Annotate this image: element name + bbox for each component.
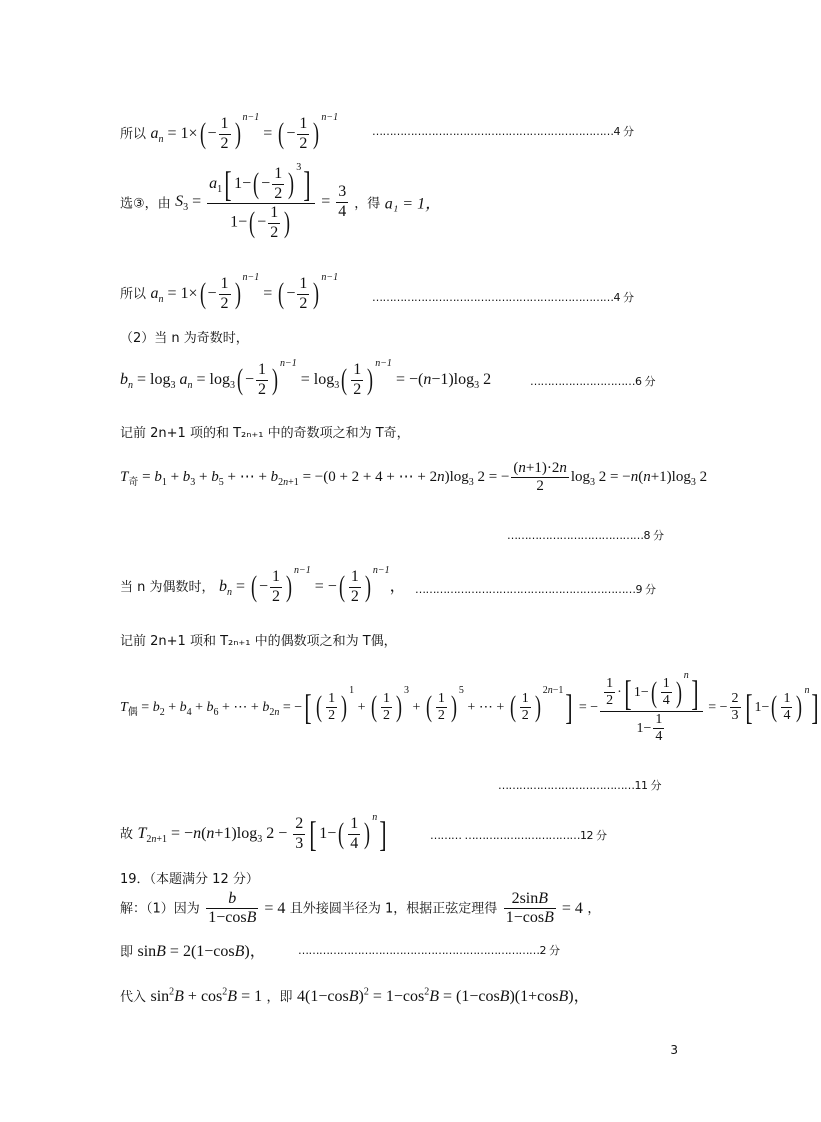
score-dots-7: ……… ……………………………12 分: [430, 829, 607, 842]
formula: sinB = 2(1−cosB)，: [137, 943, 266, 960]
score-dots-1: ……………………………………………………………4 分: [372, 125, 634, 138]
formula-a: $\frac{b}{1-\cos B}$ = 4: [208, 890, 286, 927]
formula-line-an-2: [120, 272, 338, 313]
formula-line-t-total: [120, 812, 389, 853]
formula: $a_n = 1\times$( − $\frac{1}{2}$ ) $^{n-1}$ = ( − $\frac{1}{2}$ ) $^{n-1}$: [150, 112, 339, 152]
text-prefix: 当 n 为偶数时，: [120, 580, 215, 595]
score-dots-8: ……………………………………………………………2 分: [298, 944, 560, 957]
formula: $T_奇 = b_1 + b_3 + b_5$ + ⋯ + $b_{2n+1} = -(0 + 2 + 4$ + ⋯ + $2n)\log_3$ 2 = − $\frac{(n+1)\cdot 2n}{2}$ $\log_3 2 = -n(n+1)\log_3$ 2: [120, 460, 708, 495]
formula: $T_{2n+1} = -n(n+1)\log_3$ 2 − $\frac{2}{3}$ [ 1−( $\frac{1}{4}$ ) $^n$]: [137, 812, 387, 855]
page-number: 3: [670, 1043, 678, 1057]
formula-line-substitute: [120, 983, 590, 1006]
formula: $T_偶 = b_2 + b_4 + b_6$ + ⋯ + $b_{2n}$ = −[ ( $\frac{1}{2}$ )$^1$ + ( $\frac{1}{2}$ )$^3$ + ( $\frac{1}{2}$ )$^5$ + ⋯ + ( $\frac{1}{2}$ )$^{2n-1}$] = − $\frac{1}{2}$ ·[ 1−( $\frac{1}{4}$ )$^n$] 1− $\frac{1}{4}$ = − $\frac{2}{3}$ [ 1−( $\frac{1}{4}$ )$^n$]: [120, 670, 820, 744]
text-prefix: 故: [120, 827, 134, 842]
formula: $b_n = \log_3 a_n = \log_3$( − $\frac{1}{2}$ ) $^{n-1} = \log_3$( $\frac{1}{2}$ ) $^{n-1} = -(n-1)\log_3$ 2: [120, 358, 492, 398]
formula: $a_n = 1\times$( − $\frac{1}{2}$ ) $^{n-1}$ = ( − $\frac{1}{2}$ ) $^{n-1}$: [150, 272, 339, 312]
text-prefix: 即: [120, 945, 134, 960]
formula-line-bn-even: [120, 565, 406, 606]
text-prefix: 所以: [120, 287, 147, 302]
formula-line-t-odd: [120, 460, 707, 496]
text-end: ，: [587, 901, 601, 917]
solution-line-1: [120, 890, 600, 928]
score-dots-2: ……………………………………………………………4 分: [372, 291, 634, 304]
text-even-sum: 记前 2n+1 项和 T₂ₙ₊₁ 中的偶数项之和为 T偶，: [120, 634, 397, 649]
text-prefix: 所以: [120, 127, 147, 142]
formula-line-s3: [120, 162, 441, 242]
text-end: a₁ = 1，: [384, 195, 442, 213]
text-odd-sum: 记前 2n+1 项的和 T₂ₙ₊₁ 中的奇数项之和为 T奇，: [120, 426, 410, 441]
formula-a: $\sin^2B + \cos^2B = 1$: [150, 986, 263, 1005]
text-prefix: 选③，由: [120, 196, 171, 212]
score-dots-3: …………………………6 分: [530, 375, 655, 388]
text-prefix: 解：（1）因为: [120, 901, 200, 917]
formula: $S_3$ = $a_1$[ 1−( − $\frac{1}{2}$ ) $^3$] 1−( − $\frac{1}{2}$ ) = $\frac{3}{4}$: [175, 162, 347, 241]
formula: $b_n$ = ( − $\frac{1}{2}$ ) $^{n-1}$ = −( $\frac{1}{2}$ ) $^{n-1}$，: [218, 565, 406, 605]
text-prefix: 代入: [120, 990, 147, 1005]
formula-b: $\frac{2\sin B}{1-\cos B}$ = 4: [505, 890, 583, 927]
formula-line-t-even: [120, 670, 821, 745]
score-dots-5: ………………………………………………………9 分: [415, 583, 656, 596]
text-mid: ，得: [354, 196, 381, 212]
formula-line-an-1: [120, 112, 338, 153]
score-dots-4: …………………………………8 分: [507, 529, 664, 542]
text-mid: ，即: [266, 990, 293, 1005]
formula-b: $4(1-\cos B)^2 = 1-\cos^2B = (1-\cos B)(1+\cos B)$，: [297, 986, 590, 1005]
formula-line-sinb: [120, 938, 266, 961]
score-dots-6: …………………………………11 分: [498, 779, 661, 792]
question-19-heading: 19．（本题满分 12 分）: [120, 872, 259, 887]
text-odd-case: （2）当 n 为奇数时，: [120, 331, 249, 346]
text-mid: 且外接圆半径为 1，根据正弦定理得: [289, 901, 498, 917]
formula-line-bn-odd: [120, 358, 491, 399]
